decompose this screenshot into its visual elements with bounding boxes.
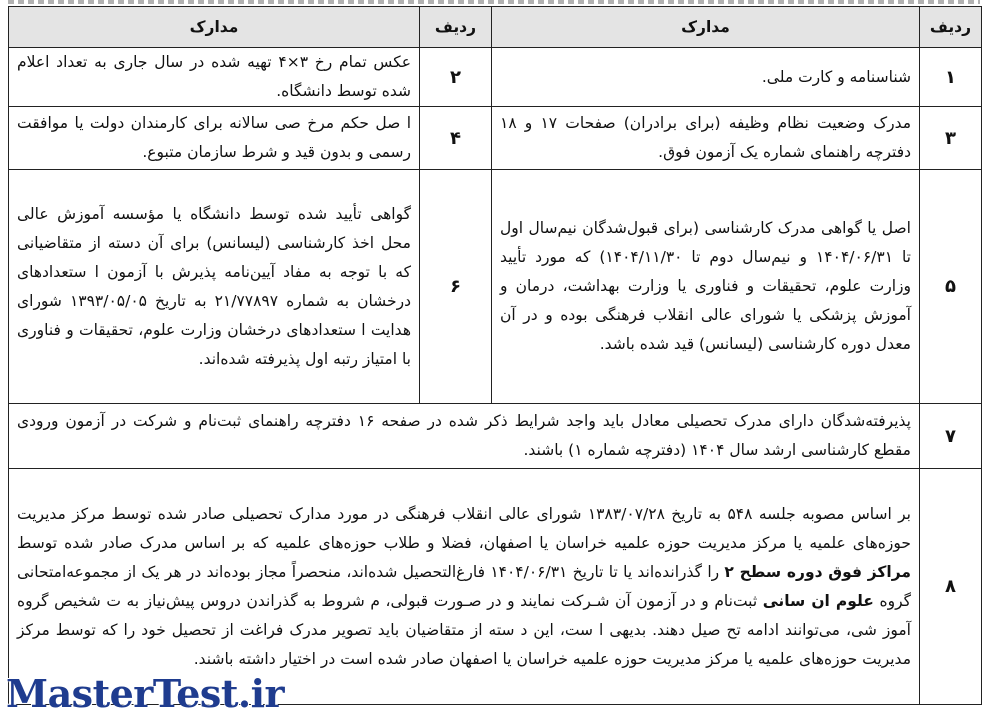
row-text: عکس تمام رخ ۳×۴ تهیه شده در سال جاری به تعداد اعلام شده توسط دانشگاه. <box>9 48 420 107</box>
documents-table <box>8 6 982 705</box>
site-watermark: MasterTest.ir <box>6 671 285 716</box>
header-docs-right: مدارک <box>492 7 920 48</box>
row-number: ۲ <box>420 48 492 107</box>
row-text: ا صل حکم مرخ صی سالانه برای کارمندان دولت یا موافقت رسمی و بدون قید و شرط سازمان متبوع. <box>9 107 420 170</box>
row-text-part: ثبت‌نام و در آزمون آن شـرکت نمایند و در صـورت قبولی، م شروط به گذراندن دروس پیش‌نیاز به ت شخیص گروه آموز شی، می‌توانند ادامه تح صیل دهند. بدیهی ا ست، این د سته از متقاضیان باید تصویر مدرک فراغت از تحصیل خود را که توسط مرکز مدیریت حوزه‌های علمیه یا مرکز مدیریت حوزه علمیه خراسان یا اصفهان صادر شده است در اختیار داشته باشند. <box>17 591 911 668</box>
bold-phrase-humanities: علوم ان سانی <box>762 591 874 610</box>
row-number: ۶ <box>420 170 492 404</box>
row-text-part: بر اساس مصوبه جلسه ۵۴۸ به تاریخ ۱۳۸۳/۰۷/۲۸ شورای عالی انقلاب فرهنگی در مورد مدارک تحصیلی صادر شده توسط مرکز مدیریت حوزه‌های علمیه یا مرکز مدیریت حوزه علمیه خراسان یا اصفهان، فضلا و طلاب حوزه‌های علمیه که بر اساس مدرک صادر شده توسط <box>17 504 911 552</box>
row-number: ۱ <box>920 48 982 107</box>
header-row-num-left: ردیف <box>420 7 492 48</box>
row-text: اصل یا گواهی مدرک کارشناسی (برای قبول‌شدگان نیم‌سال اول تا ۱۴۰۴/۰۶/۳۱ و نیم‌سال دوم تا ۱۴۰۴/۱۱/۳۰) که مورد تأیید وزارت علوم، تحقیقات و فناوری یا وزارت بهداشت، درمان و آموزش پزشکی یا شورای عالی انقلاب فرهنگی بوده و در آن معدل دوره کارشناسی (لیسانس) قید شده باشد. <box>492 170 920 404</box>
table-header-row <box>9 7 982 48</box>
row-number: ۳ <box>920 107 982 170</box>
table-row <box>9 107 982 170</box>
table-row <box>9 404 982 469</box>
row-text-long <box>9 469 920 705</box>
row-text: مدرک وضعیت نظام وظیفه (برای برادران) صفحات ۱۷ و ۱۸ دفترچه راهنمای شماره یک آزمون فوق. <box>492 107 920 170</box>
table-row <box>9 170 982 404</box>
row-number: ۸ <box>920 469 982 705</box>
row-number: ۵ <box>920 170 982 404</box>
table-row <box>9 48 982 107</box>
row-text: گواهی تأیید شده توسط دانشگاه یا مؤسسه آموزش عالی محل اخذ کارشناسی (لیسانس) برای آن دسته از متقاضیانی که با توجه به مفاد آیین‌نامه پذیرش با آزمون ا ستعدادهای درخشان به شماره ۲۱/۷۷۸۹۷ به تاریخ ۱۳۹۳/۰۵/۰۵ شورای هدایت ا ستعدادهای درخشان وزارت علوم، تحقیقات و فناوری با امتیاز رتبه اول پذیرفته شده‌اند. <box>9 170 420 404</box>
row-text: پذیرفته‌شدگان دارای مدرک تحصیلی معادل باید واجد شرایط ذکر شده در صفحه ۱۶ دفترچه راهنمای ثبت‌نام و شرکت در آزمون ورودی مقطع کارشناسی ارشد سال ۱۴۰۴ (دفترچه شماره ۱) باشند. <box>9 404 920 469</box>
header-docs-left: مدارک <box>9 7 420 48</box>
row-text: شناسنامه و کارت ملی. <box>492 48 920 107</box>
header-row-num-right: ردیف <box>920 7 982 48</box>
row-number: ۴ <box>420 107 492 170</box>
row-text-part: را گذرانده‌اند یا تا تاریخ ۱۴۰۴/۰۶/۳۱ فارغ‌التحصیل شده‌اند، منحصراً مجاز بوده‌اند در هر یک از مجموعه‌امتحانی گروه <box>17 562 912 610</box>
bold-phrase-level2: مراکز فوق دوره سطح ۲ <box>724 562 911 581</box>
row-number: ۷ <box>920 404 982 469</box>
table-row <box>9 469 982 705</box>
top-cropped-line <box>8 0 980 4</box>
